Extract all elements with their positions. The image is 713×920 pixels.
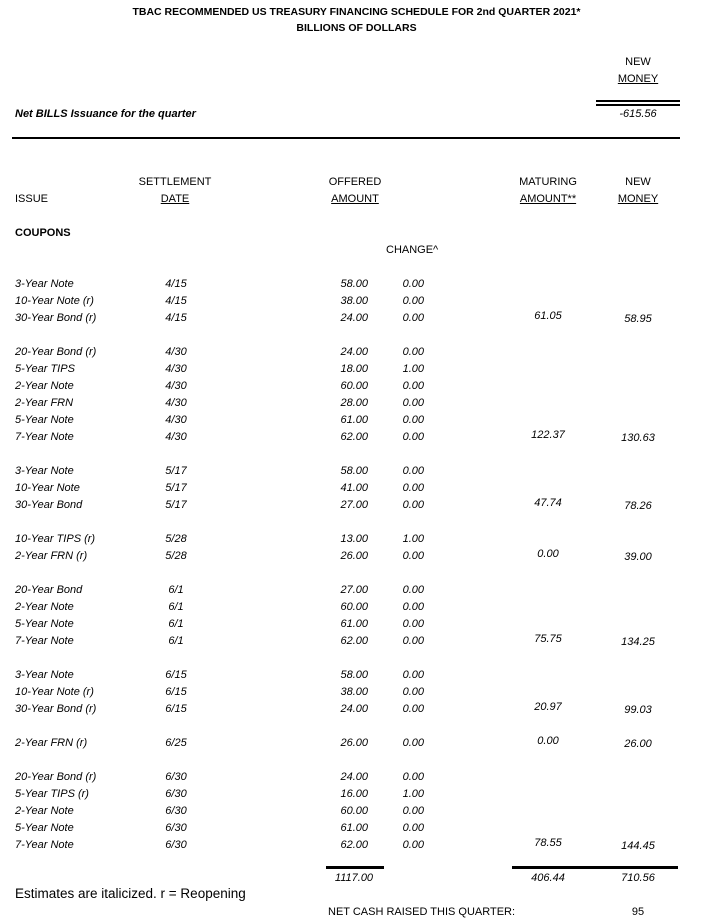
- settlement-date: 4/15: [165, 278, 187, 290]
- col-issue: ISSUE: [15, 193, 49, 205]
- maturing-amount: 20.97: [534, 701, 562, 713]
- change-value: 0.00: [402, 601, 424, 613]
- settlement-date: 4/30: [165, 346, 187, 358]
- new-money: 26.00: [624, 738, 652, 750]
- issue-name: 3-Year Note: [15, 278, 74, 290]
- issue-name: 10-Year Note: [15, 482, 80, 494]
- change-value: 0.00: [402, 414, 424, 426]
- bills-double-rule-top: [596, 100, 680, 102]
- issue-name: 2-Year Note: [15, 805, 74, 817]
- settlement-date: 4/30: [165, 431, 187, 443]
- offered-amount: 13.00: [340, 533, 368, 545]
- total-right-rule: [512, 866, 678, 869]
- change-value: 0.00: [402, 805, 424, 817]
- report-subtitle: BILLIONS OF DOLLARS: [296, 22, 417, 34]
- offered-amount: 62.00: [340, 839, 368, 851]
- change-header: CHANGE^: [386, 244, 439, 256]
- change-value: 0.00: [402, 397, 424, 409]
- offered-amount: 61.00: [340, 822, 368, 834]
- offered-amount: 18.00: [340, 363, 368, 375]
- issue-name: 3-Year Note: [15, 465, 74, 477]
- issue-name: 20-Year Bond (r): [15, 771, 97, 783]
- change-value: 1.00: [402, 363, 424, 375]
- issue-name: 5-Year TIPS (r): [15, 788, 89, 800]
- settlement-date: 5/28: [165, 533, 187, 545]
- section-divider: [12, 137, 680, 139]
- maturing-amount: 122.37: [531, 429, 565, 441]
- bills-new-label: NEW: [625, 56, 651, 68]
- issue-name: 2-Year Note: [15, 380, 74, 392]
- settlement-date: 6/30: [165, 805, 187, 817]
- issue-name: 7-Year Note: [15, 635, 74, 647]
- settlement-date: 6/15: [165, 669, 187, 681]
- new-money: 39.00: [624, 551, 652, 563]
- offered-amount: 60.00: [340, 601, 368, 613]
- offered-amount: 24.00: [340, 703, 368, 715]
- col-maturing: MATURING: [519, 176, 577, 188]
- bills-money-label: MONEY: [617, 73, 659, 85]
- change-value: 0.00: [402, 550, 424, 562]
- maturing-amount: 78.55: [534, 837, 562, 849]
- maturing-amount: 61.05: [534, 310, 562, 322]
- settlement-date: 4/15: [165, 295, 187, 307]
- maturing-amount: 0.00: [537, 735, 559, 747]
- change-value: 0.00: [402, 380, 424, 392]
- settlement-date: 6/1: [168, 635, 184, 647]
- issue-name: 2-Year Note: [15, 601, 74, 613]
- offered-amount: 62.00: [340, 635, 368, 647]
- settlement-date: 4/30: [165, 363, 187, 375]
- settlement-date: 5/17: [165, 465, 187, 477]
- settlement-date: 5/28: [165, 550, 187, 562]
- new-money: 78.26: [624, 500, 652, 512]
- issue-name: 10-Year Note (r): [15, 295, 94, 307]
- offered-amount: 58.00: [340, 465, 368, 477]
- change-value: 0.00: [402, 618, 424, 630]
- col-offered: OFFERED: [328, 176, 382, 188]
- issue-name: 10-Year Note (r): [15, 686, 94, 698]
- change-value: 0.00: [402, 499, 424, 511]
- new-money: 130.63: [621, 432, 655, 444]
- offered-amount: 38.00: [340, 686, 368, 698]
- change-value: 0.00: [402, 465, 424, 477]
- offered-amount: 26.00: [340, 737, 368, 749]
- offered-amount: 16.00: [340, 788, 368, 800]
- report-title: TBAC RECOMMENDED US TREASURY FINANCING SCHEDULE FOR 2nd QUARTER 2021*: [132, 6, 581, 18]
- offered-amount: 60.00: [340, 805, 368, 817]
- offered-amount: 24.00: [340, 312, 368, 324]
- change-value: 0.00: [402, 431, 424, 443]
- change-value: 0.00: [402, 703, 424, 715]
- offered-amount: 28.00: [340, 397, 368, 409]
- offered-amount: 58.00: [340, 278, 368, 290]
- change-value: 0.00: [402, 312, 424, 324]
- offered-amount: 61.00: [340, 618, 368, 630]
- offered-amount: 27.00: [340, 499, 368, 511]
- settlement-date: 4/15: [165, 312, 187, 324]
- section-coupons: COUPONS: [15, 227, 71, 239]
- new-money: 144.45: [621, 840, 655, 852]
- col-money: MONEY: [617, 193, 659, 205]
- offered-amount: 24.00: [340, 771, 368, 783]
- footer-note: Estimates are italicized. r = Reopening: [15, 886, 246, 901]
- offered-amount: 24.00: [340, 346, 368, 358]
- offered-amount: 38.00: [340, 295, 368, 307]
- issue-name: 5-Year TIPS: [15, 363, 75, 375]
- col-new: NEW: [625, 176, 651, 188]
- col-amount: AMOUNT: [331, 193, 379, 205]
- issue-name: 20-Year Bond: [15, 584, 83, 596]
- maturing-amount: 0.00: [537, 548, 559, 560]
- issue-name: 30-Year Bond (r): [15, 703, 97, 715]
- net-cash-label: NET CASH RAISED THIS QUARTER:: [328, 906, 516, 918]
- settlement-date: 5/17: [165, 499, 187, 511]
- col-settlement: SETTLEMENT: [138, 176, 212, 188]
- issue-name: 20-Year Bond (r): [15, 346, 97, 358]
- settlement-date: 6/30: [165, 771, 187, 783]
- issue-name: 5-Year Note: [15, 618, 74, 630]
- col-maturing-amount: AMOUNT**: [519, 193, 577, 205]
- change-value: 1.00: [402, 533, 424, 545]
- change-value: 0.00: [402, 686, 424, 698]
- offered-amount: 27.00: [340, 584, 368, 596]
- issue-name: 5-Year Note: [15, 414, 74, 426]
- issue-name: 7-Year Note: [15, 431, 74, 443]
- issue-name: 10-Year TIPS (r): [15, 533, 96, 545]
- issue-name: 2-Year FRN: [15, 397, 74, 409]
- net-cash-value: 95: [631, 906, 645, 918]
- change-value: 0.00: [402, 737, 424, 749]
- settlement-date: 6/30: [165, 822, 187, 834]
- change-value: 0.00: [402, 482, 424, 494]
- settlement-date: 6/1: [168, 601, 184, 613]
- new-money: 99.03: [624, 704, 652, 716]
- change-value: 1.00: [402, 788, 424, 800]
- offered-amount: 61.00: [340, 414, 368, 426]
- change-value: 0.00: [402, 346, 424, 358]
- total-offered: 1117.00: [334, 872, 374, 884]
- settlement-date: 5/17: [165, 482, 187, 494]
- settlement-date: 4/30: [165, 380, 187, 392]
- settlement-date: 6/25: [165, 737, 187, 749]
- offered-amount: 41.00: [340, 482, 368, 494]
- issue-name: 2-Year FRN (r): [15, 550, 88, 562]
- total-maturing: 406.44: [531, 872, 565, 884]
- settlement-date: 6/15: [165, 686, 187, 698]
- change-value: 0.00: [402, 584, 424, 596]
- settlement-date: 6/30: [165, 839, 187, 851]
- change-value: 0.00: [402, 669, 424, 681]
- maturing-amount: 75.75: [534, 633, 562, 645]
- change-value: 0.00: [402, 771, 424, 783]
- new-money: 134.25: [621, 636, 655, 648]
- bills-double-rule-bottom: [596, 104, 680, 106]
- change-value: 0.00: [402, 278, 424, 290]
- settlement-date: 6/15: [165, 703, 187, 715]
- change-value: 0.00: [402, 839, 424, 851]
- issue-name: 2-Year FRN (r): [15, 737, 88, 749]
- offered-amount: 58.00: [340, 669, 368, 681]
- issue-name: 3-Year Note: [15, 669, 74, 681]
- bills-row-label: Net BILLS Issuance for the quarter: [15, 108, 196, 120]
- new-money: 58.95: [624, 313, 652, 325]
- change-value: 0.00: [402, 295, 424, 307]
- offered-amount: 62.00: [340, 431, 368, 443]
- col-date: DATE: [160, 193, 190, 205]
- offered-amount: 26.00: [340, 550, 368, 562]
- settlement-date: 6/1: [168, 618, 184, 630]
- bills-value: -615.56: [619, 108, 657, 120]
- issue-name: 30-Year Bond (r): [15, 312, 97, 324]
- issue-name: 7-Year Note: [15, 839, 74, 851]
- offered-amount: 60.00: [340, 380, 368, 392]
- issue-name: 5-Year Note: [15, 822, 74, 834]
- change-value: 0.00: [402, 635, 424, 647]
- maturing-amount: 47.74: [534, 497, 562, 509]
- settlement-date: 4/30: [165, 414, 187, 426]
- issue-name: 30-Year Bond: [15, 499, 83, 511]
- settlement-date: 6/30: [165, 788, 187, 800]
- change-value: 0.00: [402, 822, 424, 834]
- total-new-money: 710.56: [621, 872, 655, 884]
- settlement-date: 4/30: [165, 397, 187, 409]
- total-offered-rule: [326, 866, 384, 869]
- settlement-date: 6/1: [168, 584, 184, 596]
